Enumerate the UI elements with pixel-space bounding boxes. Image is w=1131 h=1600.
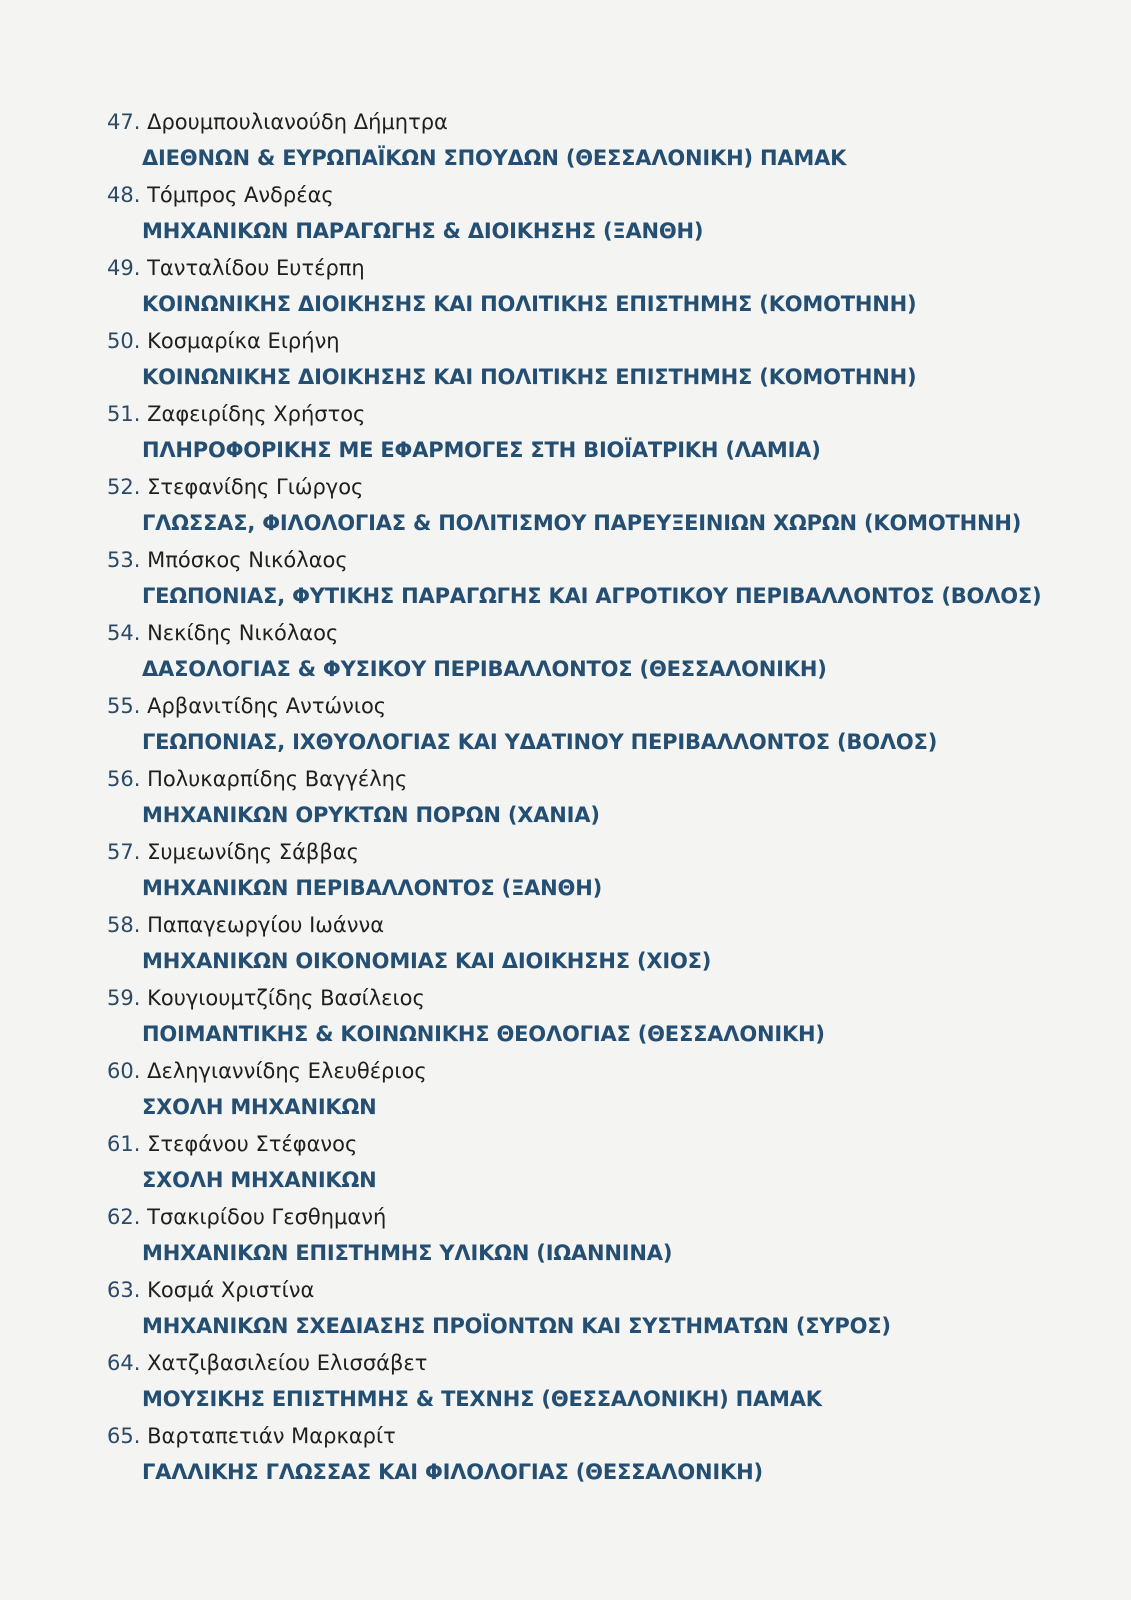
list-item — [107, 615, 1107, 688]
entry-number: 64. — [107, 1351, 141, 1375]
student-name: Τόμπρος Ανδρέας — [147, 183, 334, 207]
entry-name-line — [107, 396, 1107, 432]
list-item — [107, 104, 1107, 177]
entry-number: 54. — [107, 621, 141, 645]
student-name: Βαρταπετιάν Μαρκαρίτ — [147, 1424, 396, 1448]
department-name: ΜΗΧΑΝΙΚΩΝ ΠΕΡΙΒΑΛΛΟΝΤΟΣ (ΞΑΝΘΗ) — [142, 876, 602, 900]
student-name: Τανταλίδου Ευτέρπη — [147, 256, 365, 280]
entry-number: 55. — [107, 694, 141, 718]
list-item — [107, 907, 1107, 980]
department-name: ΠΛΗΡΟΦΟΡΙΚΗΣ ΜΕ ΕΦΑΡΜΟΓΕΣ ΣΤΗ ΒΙΟΪΑΤΡΙΚΗ (ΛΑΜΙΑ) — [142, 438, 821, 462]
list-item — [107, 1272, 1107, 1345]
entry-number: 59. — [107, 986, 141, 1010]
list-item — [107, 542, 1107, 615]
list-item — [107, 177, 1107, 250]
student-name: Δεληγιαννίδης Ελευθέριος — [147, 1059, 427, 1083]
entry-number: 60. — [107, 1059, 141, 1083]
entry-name-line — [107, 834, 1107, 870]
entry-number: 61. — [107, 1132, 141, 1156]
entry-name-line — [107, 542, 1107, 578]
entry-number: 50. — [107, 329, 141, 353]
entry-number: 63. — [107, 1278, 141, 1302]
department-name: ΓΕΩΠΟΝΙΑΣ, ΙΧΘΥΟΛΟΓΙΑΣ ΚΑΙ ΥΔΑΤΙΝΟΥ ΠΕΡΙΒΑΛΛΟΝΤΟΣ (ΒΟΛΟΣ) — [142, 730, 938, 754]
entry-name-line — [107, 615, 1107, 651]
student-name: Στεφάνου Στέφανος — [147, 1132, 358, 1156]
entry-name-line — [107, 1126, 1107, 1162]
list-item — [107, 1199, 1107, 1272]
student-name: Δρουμπουλιανούδη Δήμητρα — [147, 110, 448, 134]
department-name: ΣΧΟΛΗ ΜΗΧΑΝΙΚΩΝ — [142, 1168, 377, 1192]
entry-name-line — [107, 469, 1107, 505]
student-name: Τσακιρίδου Γεσθημανή — [147, 1205, 387, 1229]
list-item — [107, 323, 1107, 396]
entry-number: 49. — [107, 256, 141, 280]
department-name: ΜΗΧΑΝΙΚΩΝ ΕΠΙΣΤΗΜΗΣ ΥΛΙΚΩΝ (ΙΩΑΝΝΙΝΑ) — [142, 1241, 673, 1265]
entry-name-line — [107, 1345, 1107, 1381]
entry-number: 52. — [107, 475, 141, 499]
student-name: Αρβανιτίδης Αντώνιος — [147, 694, 387, 718]
student-name: Κοσμά Χριστίνα — [147, 1278, 315, 1302]
entry-name-line — [107, 688, 1107, 724]
department-name: ΜΗΧΑΝΙΚΩΝ ΟΙΚΟΝΟΜΙΑΣ ΚΑΙ ΔΙΟΙΚΗΣΗΣ (ΧΙΟΣ) — [142, 949, 712, 973]
entry-name-line — [107, 980, 1107, 1016]
entry-name-line — [107, 1053, 1107, 1089]
list-item — [107, 834, 1107, 907]
student-name: Κοσμαρίκα Ειρήνη — [147, 329, 340, 353]
list-item — [107, 469, 1107, 542]
department-name: ΜΗΧΑΝΙΚΩΝ ΣΧΕΔΙΑΣΗΣ ΠΡΟΪΟΝΤΩΝ ΚΑΙ ΣΥΣΤΗΜΑΤΩΝ (ΣΥΡΟΣ) — [142, 1314, 891, 1338]
list-item — [107, 1418, 1107, 1491]
department-name: ΓΕΩΠΟΝΙΑΣ, ΦΥΤΙΚΗΣ ΠΑΡΑΓΩΓΗΣ ΚΑΙ ΑΓΡΟΤΙΚΟΥ ΠΕΡΙΒΑΛΛΟΝΤΟΣ (ΒΟΛΟΣ) — [142, 584, 1042, 608]
entry-number: 47. — [107, 110, 141, 134]
student-name: Μπόσκος Νικόλαος — [147, 548, 348, 572]
entry-number: 51. — [107, 402, 141, 426]
department-name: ΓΑΛΛΙΚΗΣ ΓΛΩΣΣΑΣ ΚΑΙ ΦΙΛΟΛΟΓΙΑΣ (ΘΕΣΣΑΛΟΝΙΚΗ) — [142, 1460, 763, 1484]
list-item — [107, 1053, 1107, 1126]
entry-number: 57. — [107, 840, 141, 864]
results-list — [107, 104, 1107, 1491]
department-name: ΚΟΙΝΩΝΙΚΗΣ ΔΙΟΙΚΗΣΗΣ ΚΑΙ ΠΟΛΙΤΙΚΗΣ ΕΠΙΣΤΗΜΗΣ (ΚΟΜΟΤΗΝΗ) — [142, 365, 917, 389]
list-item — [107, 396, 1107, 469]
department-name: ΔΙΕΘΝΩΝ & ΕΥΡΩΠΑΪΚΩΝ ΣΠΟΥΔΩΝ (ΘΕΣΣΑΛΟΝΙΚΗ) ΠΑΜΑΚ — [142, 146, 847, 170]
entry-name-line — [107, 104, 1107, 140]
student-name: Ζαφειρίδης Χρήστος — [147, 402, 366, 426]
department-name: ΠΟΙΜΑΝΤΙΚΗΣ & ΚΟΙΝΩΝΙΚΗΣ ΘΕΟΛΟΓΙΑΣ (ΘΕΣΣΑΛΟΝΙΚΗ) — [142, 1022, 825, 1046]
entry-number: 62. — [107, 1205, 141, 1229]
entry-number: 58. — [107, 913, 141, 937]
entry-name-line — [107, 177, 1107, 213]
entry-name-line — [107, 1272, 1107, 1308]
list-item — [107, 250, 1107, 323]
student-name: Πολυκαρπίδης Βαγγέλης — [147, 767, 408, 791]
entry-number: 48. — [107, 183, 141, 207]
list-item — [107, 688, 1107, 761]
entry-name-line — [107, 761, 1107, 797]
list-item — [107, 761, 1107, 834]
department-name: ΔΑΣΟΛΟΓΙΑΣ & ΦΥΣΙΚΟΥ ΠΕΡΙΒΑΛΛΟΝΤΟΣ (ΘΕΣΣΑΛΟΝΙΚΗ) — [142, 657, 827, 681]
entry-name-line — [107, 250, 1107, 286]
department-name: ΜΟΥΣΙΚΗΣ ΕΠΙΣΤΗΜΗΣ & ΤΕΧΝΗΣ (ΘΕΣΣΑΛΟΝΙΚΗ) ΠΑΜΑΚ — [142, 1387, 822, 1411]
entry-name-line — [107, 1199, 1107, 1235]
list-item — [107, 1126, 1107, 1199]
department-name: ΜΗΧΑΝΙΚΩΝ ΟΡΥΚΤΩΝ ΠΟΡΩΝ (ΧΑΝΙΑ) — [142, 803, 600, 827]
department-name: ΚΟΙΝΩΝΙΚΗΣ ΔΙΟΙΚΗΣΗΣ ΚΑΙ ΠΟΛΙΤΙΚΗΣ ΕΠΙΣΤΗΜΗΣ (ΚΟΜΟΤΗΝΗ) — [142, 292, 917, 316]
entry-name-line — [107, 1418, 1107, 1454]
student-name: Στεφανίδης Γιώργος — [147, 475, 364, 499]
student-name: Νεκίδης Νικόλαος — [147, 621, 339, 645]
student-name: Κουγιουμτζίδης Βασίλειος — [147, 986, 425, 1010]
department-name: ΣΧΟΛΗ ΜΗΧΑΝΙΚΩΝ — [142, 1095, 377, 1119]
student-name: Παπαγεωργίου Ιωάννα — [147, 913, 385, 937]
entry-number: 53. — [107, 548, 141, 572]
department-name: ΓΛΩΣΣΑΣ, ΦΙΛΟΛΟΓΙΑΣ & ΠΟΛΙΤΙΣΜΟΥ ΠΑΡΕΥΞΕΙΝΙΩΝ ΧΩΡΩΝ (ΚΟΜΟΤΗΝΗ) — [142, 511, 1022, 535]
entry-number: 65. — [107, 1424, 141, 1448]
student-name: Χατζιβασιλείου Ελισσάβετ — [147, 1351, 428, 1375]
department-name: ΜΗΧΑΝΙΚΩΝ ΠΑΡΑΓΩΓΗΣ & ΔΙΟΙΚΗΣΗΣ (ΞΑΝΘΗ) — [142, 219, 704, 243]
entry-name-line — [107, 907, 1107, 943]
student-name: Συμεωνίδης Σάββας — [147, 840, 359, 864]
entry-number: 56. — [107, 767, 141, 791]
list-item — [107, 1345, 1107, 1418]
list-item — [107, 980, 1107, 1053]
entry-name-line — [107, 323, 1107, 359]
